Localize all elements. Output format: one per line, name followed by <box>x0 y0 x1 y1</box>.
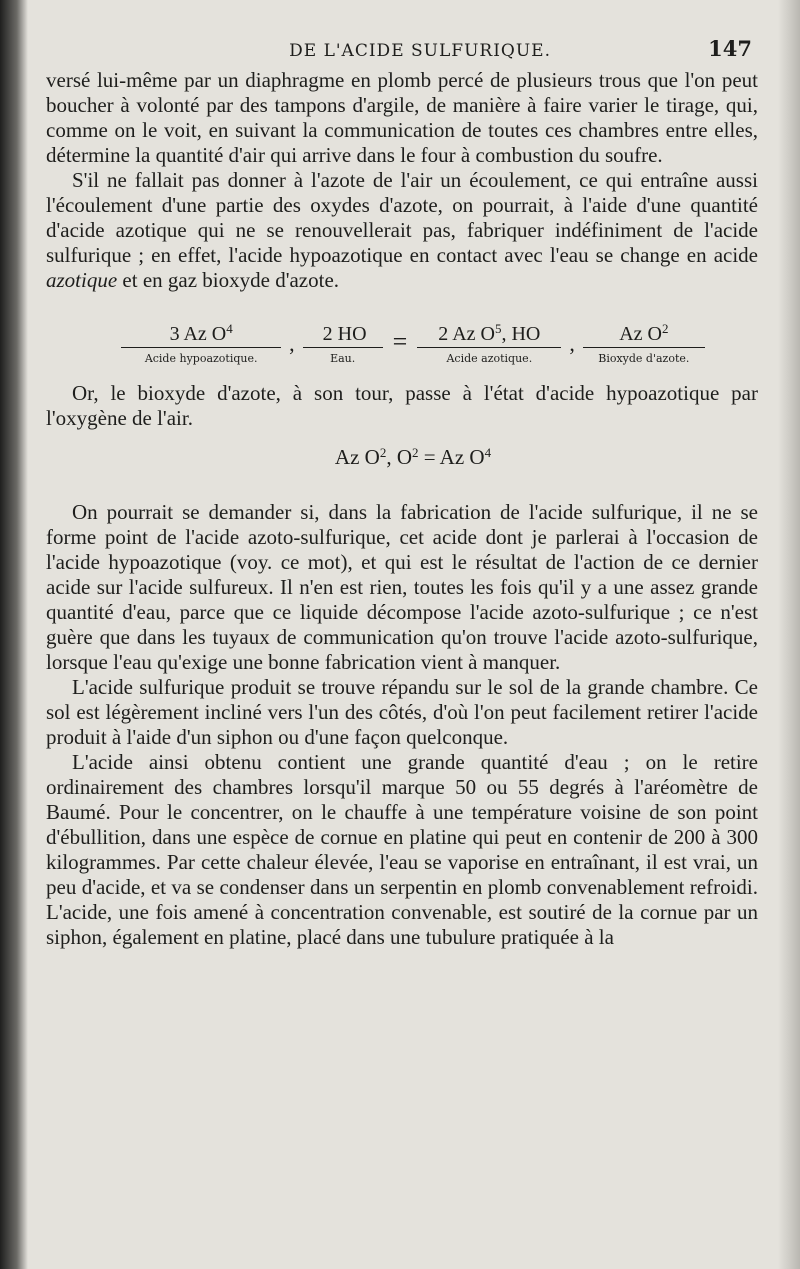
paragraph-5: L'acide sulfurique produit se trouve répandu sur le sol de la grande chambre. Ce sol est légèrement incliné vers l'un des côtés, d'où l'on peut facilement retirer l'acide produit à l'aide d'un siphon ou d'une façon quelconque. <box>46 675 758 749</box>
term-4-sup: 2 <box>661 321 669 336</box>
comma-separator-1: , <box>289 331 295 356</box>
paragraph-2-text: S'il ne fallait pas donner à l'azote de l'air un écoulement, ce qui entraîne aussi l'écoulement d'une partie des oxydes d'azote, on pourrait, à l'aide d'une quantité d'acide azotique qui ne se renouvellerait pas, fabriquer indéfiniment de l'acide sulfurique ; en effet, l'acide hypoazotique en contact avec l'eau se change en acide <box>46 168 758 267</box>
paragraph-4: On pourrait se demander si, dans la fabrication de l'acide sulfurique, il ne se forme point de l'acide azoto-sulfurique, cet acide dont je parlerai à l'occasion de l'acide hypoazotique (voy. ce mot), et qui est le résultat de l'action de ce dernier acide sur l'acide sulfureux. Il n'en est rien, toutes les fois qu'il y a une assez grande quantité d'eau, parce que ce liquide décompose l'acide azoto-sulfurique ; ce n'est guère que dans les tuyaux de communication qu'on trouve l'acide azoto-sulfurique, lorsque l'eau qu'exige une bonne fabrication vient à manquer. <box>46 500 758 674</box>
paragraph-2-end: et en gaz bioxyde d'azote. <box>122 268 340 292</box>
running-title: DE L'ACIDE SULFURIQUE. <box>289 41 551 61</box>
term-3-text-end: , HO <box>501 323 541 345</box>
term-bioxyde-azote <box>583 323 705 367</box>
reaction-equation-2 <box>46 445 758 470</box>
term-4-label: Bioxyde d'azote. <box>598 352 690 365</box>
eq2-sup-b: 2 <box>411 445 419 460</box>
term-4-formula <box>583 323 705 348</box>
term-3-text: 2 Az O <box>438 323 495 345</box>
comma-separator-2: , <box>569 331 575 356</box>
eq2-part-a: Az O <box>334 445 380 469</box>
term-3-sup: 5 <box>494 321 502 336</box>
eq2-sup-c: 4 <box>484 445 492 460</box>
term-4-text: Az O <box>619 323 662 345</box>
equals-sign: = <box>392 327 408 356</box>
paragraph-3: Or, le bioxyde d'azote, à son tour, passe à l'état d'acide hypoazotique par l'oxygène de l'air. <box>46 381 758 430</box>
term-3-label: Acide azotique. <box>446 352 533 365</box>
term-1-formula <box>121 323 281 348</box>
term-1-text: 3 Az O <box>169 323 227 345</box>
eq2-part-c: = Az O <box>418 445 485 469</box>
eq2-part-b: , O <box>386 445 412 469</box>
paragraph-6: L'acide ainsi obtenu contient une grande quantité d'eau ; on le retire ordinairement des chambres lorsqu'il marque 50 ou 55 degrés à l'aréomètre de Baumé. Pour le concentrer, on le chauffe à une température voisine de son point d'ébullition, dans une espèce de cornue en platine qui peut en contenir de 200 à 300 kilogrammes. Par cette chaleur élevée, l'eau se vaporise en entraînant, il est vrai, un peu d'acide, et va se condenser dans un serpentin en plomb convenablement refroidi. L'acide, une fois amené à concentration convenable, est soutiré de la cornue par un siphon, également en platine, placé dans une tubulure pratiquée à la <box>46 750 758 949</box>
paragraph-2 <box>46 168 758 293</box>
term-eau <box>303 323 383 367</box>
page-header <box>72 36 752 66</box>
term-1-sup: 4 <box>226 321 233 336</box>
term-2-label: Eau. <box>330 352 356 365</box>
term-acide-azotique <box>417 323 561 367</box>
term-3-formula <box>417 323 561 348</box>
eq2-sup-a: 2 <box>379 445 387 460</box>
term-1-label: Acide hypoazotique. <box>144 352 258 365</box>
page-number: 147 <box>708 36 752 61</box>
term-2-formula: 2 HO <box>303 323 383 348</box>
term-acide-hypoazotique <box>121 323 281 367</box>
body-text <box>46 68 758 950</box>
paragraph-1: versé lui-même par un diaphragme en plomb percé de plusieurs trous que l'on peut boucher à volonté par des tampons d'argile, de manière à faire varier le tirage, qui, comme on le voit, en suivant la communication de toutes ces chambres entre elles, détermine la quantité d'air qui arrive dans le four à combustion du soufre. <box>46 68 758 167</box>
reaction-equation-1 <box>68 323 758 367</box>
paragraph-2-italic: azotique <box>46 268 118 292</box>
